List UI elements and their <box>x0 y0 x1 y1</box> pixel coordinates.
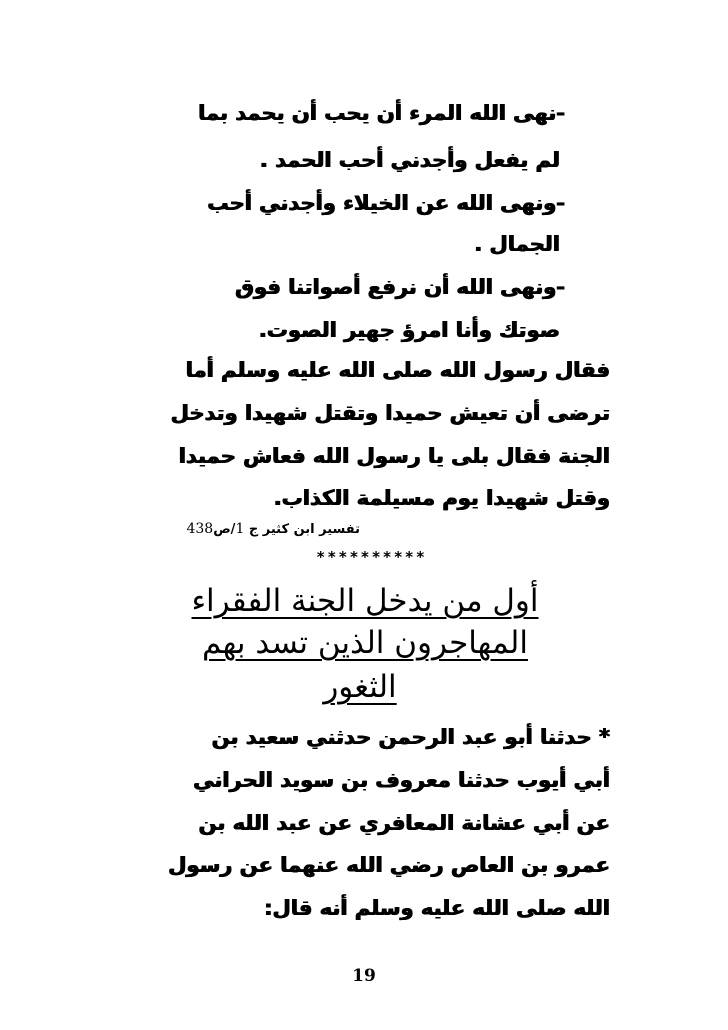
source-page-label: /ص <box>213 522 236 537</box>
page-number: 19 <box>352 966 376 986</box>
source-volume: 1 <box>235 521 245 537</box>
section-heading-line: أول من يدخل الجنة الفقراء <box>191 583 539 619</box>
text-line: الله صلى الله عليه وسلم أنه قال: <box>264 896 610 920</box>
text-line: الجمال . <box>474 232 560 256</box>
source-page: 438 <box>186 521 214 537</box>
text-line: عمرو بن العاص رضي الله عنهما عن رسول <box>168 853 610 877</box>
text-line: -ونهى الله أن نرفع أصواتنا فوق <box>235 275 565 299</box>
text-line: عن أبي عشانة المعافري عن عبد الله بن <box>198 811 610 835</box>
section-heading-line: المهاجرون الذين تسد بهم <box>202 625 528 661</box>
text-line: -نهى الله المرء أن يحب أن يحمد بما <box>198 101 565 125</box>
text-line: صوتك وأنا امرؤ جهير الصوت. <box>258 318 560 342</box>
text-line: ترضى أن تعيش حميدا وتقتل شهيدا وتدخل <box>170 401 610 425</box>
text-line: أبي أيوب حدثنا معروف بن سويد الحراني <box>193 768 610 792</box>
text-line: * حدثنا أبو عبد الرحمن حدثني سعيد بن <box>211 725 610 749</box>
text-line: فقال رسول الله صلى الله عليه وسلم أما <box>185 358 610 382</box>
section-heading-line: الثغور <box>323 669 397 705</box>
source-citation <box>120 521 360 537</box>
text-line: -ونهى الله عن الخيلاء وأجدني أحب <box>207 191 565 215</box>
text-line: لم يفعل وأجدني أحب الحمد . <box>259 148 560 172</box>
text-line: الجنة فقال بلى يا رسول الله فعاش حميدا <box>178 444 610 468</box>
text-line: وقتل شهيدا يوم مسيلمة الكذاب. <box>273 486 610 510</box>
star-separator: * * * * * * * * * * <box>316 548 424 566</box>
source-label: تفسير ابن كثير ج <box>248 522 360 537</box>
